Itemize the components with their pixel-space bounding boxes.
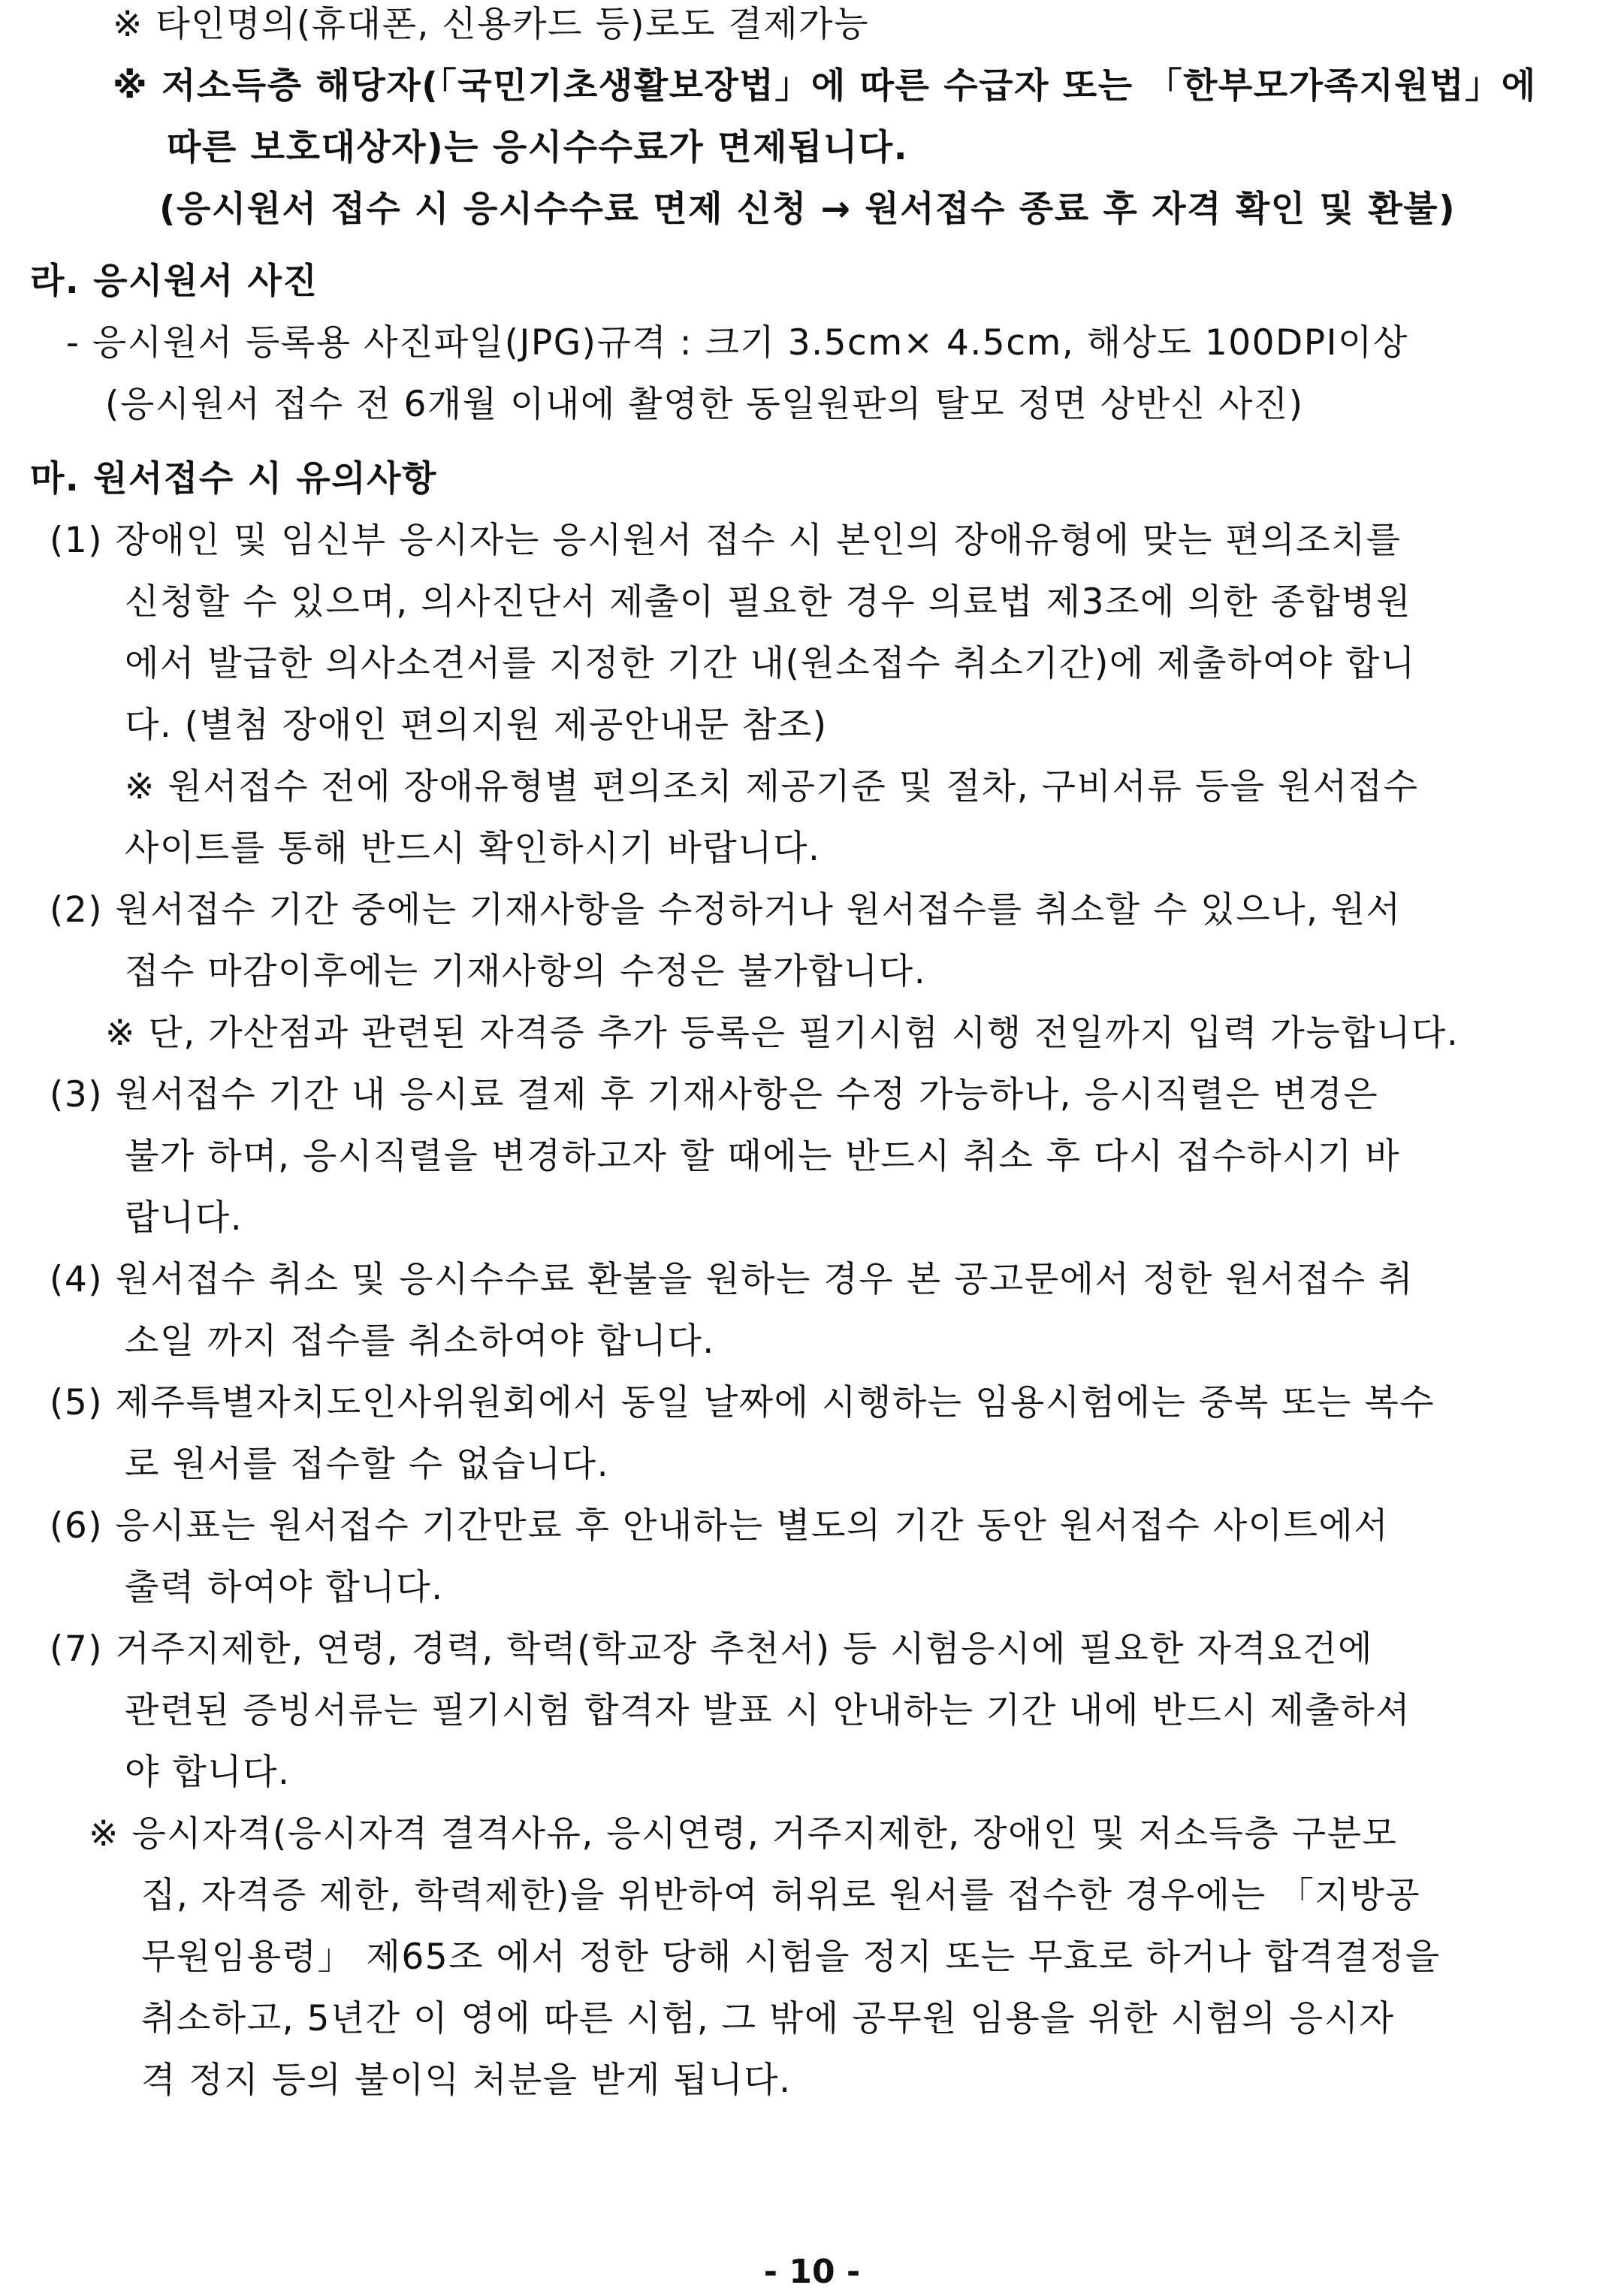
caution-item-6: (6) 응시표는 원서접수 기간만료 후 안내하는 별도의 기간 동안 원서접수 사이트에서 [50, 1505, 1390, 1547]
caution-item-1: (1) 장애인 및 임신부 응시자는 응시원서 접수 시 본인의 장애유형에 맞는 편의조치를 [50, 520, 1402, 561]
fee-refund-procedure: (응시원서 접수 시 응시수수료 면제 신청 → 원서접수 종료 후 자격 확인 및 환불) [159, 189, 1456, 230]
caution-item-1-cont: 신청할 수 있으며, 의사진단서 제출이 필요한 경우 의료법 제3조에 의한 종합병원 [125, 581, 1412, 623]
qualification-violation-note-cont: 집, 자격증 제한, 학력제한)을 위반하여 허위로 원서를 접수한 경우에는 「지방공 [141, 1875, 1421, 1916]
caution-item-3-cont: 랍니다. [125, 1197, 243, 1239]
caution-item-2-note: ※ 단, 가산점과 관련된 자격증 추가 등록은 필기시험 시행 전일까지 입력 가능합니다. [105, 1013, 1459, 1054]
caution-item-1-note: ※ 원서접수 전에 장애유형별 편의조치 제공기준 및 절차, 구비서류 등을 원서접수 [125, 766, 1419, 807]
qualification-violation-note-cont: 격 정지 등의 불이익 처분을 받게 됩니다. [141, 2060, 792, 2101]
low-income-exemption-note: ※ 저소득층 해당자(「국민기초생활보장법」에 따른 수급자 또는 「한부모가족지원법」에 [113, 65, 1537, 107]
qualification-violation-note: ※ 응시자격(응시자격 결격사유, 응시연령, 거주지제한, 장애인 및 저소득층 구분모 [89, 1813, 1398, 1855]
caution-item-3: (3) 원서접수 기간 내 응시료 결제 후 기재사항은 수정 가능하나, 응시직렬은 변경은 [50, 1074, 1379, 1115]
qualification-violation-note-cont: 취소하고, 5년간 이 영에 따른 시험, 그 밖에 공무원 임용을 위한 시험의 응시자 [141, 1998, 1395, 2039]
caution-item-5-cont: 로 원서를 접수할 수 없습니다. [125, 1444, 610, 1485]
photo-section-heading: 라. 응시원서 사진 [30, 261, 318, 302]
caution-item-6-cont: 출력 하여야 합니다. [125, 1567, 444, 1608]
caution-item-1-cont: 에서 발급한 의사소견서를 지정한 기간 내(원소접수 취소기간)에 제출하여야 합니 [125, 643, 1416, 684]
caution-item-5: (5) 제주특별자치도인사위원회에서 동일 날짜에 시행하는 임용시험에는 중복 또는 복수 [50, 1382, 1435, 1423]
caution-item-7-cont: 관련된 증빙서류는 필기시험 합격자 발표 시 안내하는 기간 내에 반드시 제출하셔 [125, 1690, 1411, 1731]
caution-section-heading: 마. 원서접수 시 유의사항 [30, 458, 437, 500]
caution-item-3-cont: 불가 하며, 응시직렬을 변경하고자 할 때에는 반드시 취소 후 다시 접수하시기 바 [125, 1136, 1401, 1177]
other-name-payment-note: ※ 타인명의(휴대폰, 신용카드 등)로도 결제가능 [113, 4, 869, 45]
caution-item-2: (2) 원서접수 기간 중에는 기재사항을 수정하거나 원서접수를 취소할 수 있으나, 원서 [50, 889, 1402, 931]
photo-spec: - 응시원서 등록용 사진파일(JPG)규격 : 크기 3.5cm× 4.5cm, 해상도 100DPI이상 [66, 322, 1408, 364]
caution-item-1-note-cont: 사이트를 통해 반드시 확인하시기 바랍니다. [125, 828, 821, 869]
qualification-violation-note-cont: 무원임용령」 제65조 에서 정한 당해 시험을 정지 또는 무효로 하거나 합격결정을 [141, 1936, 1441, 1978]
photo-note: (응시원서 접수 전 6개월 이내에 촬영한 동일원판의 탈모 정면 상반신 사진) [105, 384, 1304, 425]
caution-item-2-cont: 접수 마감이후에는 기재사항의 수정은 불가합니다. [125, 951, 927, 992]
page-number: - 10 - [763, 2253, 861, 2291]
caution-item-4: (4) 원서접수 취소 및 응시수수료 환불을 원하는 경우 본 공고문에서 정한 원서접수 취 [50, 1259, 1414, 1300]
caution-item-1-cont: 다. (별첨 장애인 편의지원 제공안내문 참조) [125, 705, 828, 746]
caution-item-4-cont: 소일 까지 접수를 취소하여야 합니다. [125, 1321, 715, 1362]
caution-item-7: (7) 거주지제한, 연령, 경력, 학력(학교장 추천서) 등 시험응시에 필요한 자격요건에 [50, 1628, 1373, 1670]
low-income-exemption-note-cont: 따른 보호대상자)는 응시수수료가 면제됩니다. [167, 127, 909, 168]
caution-item-7-cont: 야 합니다. [125, 1752, 291, 1793]
